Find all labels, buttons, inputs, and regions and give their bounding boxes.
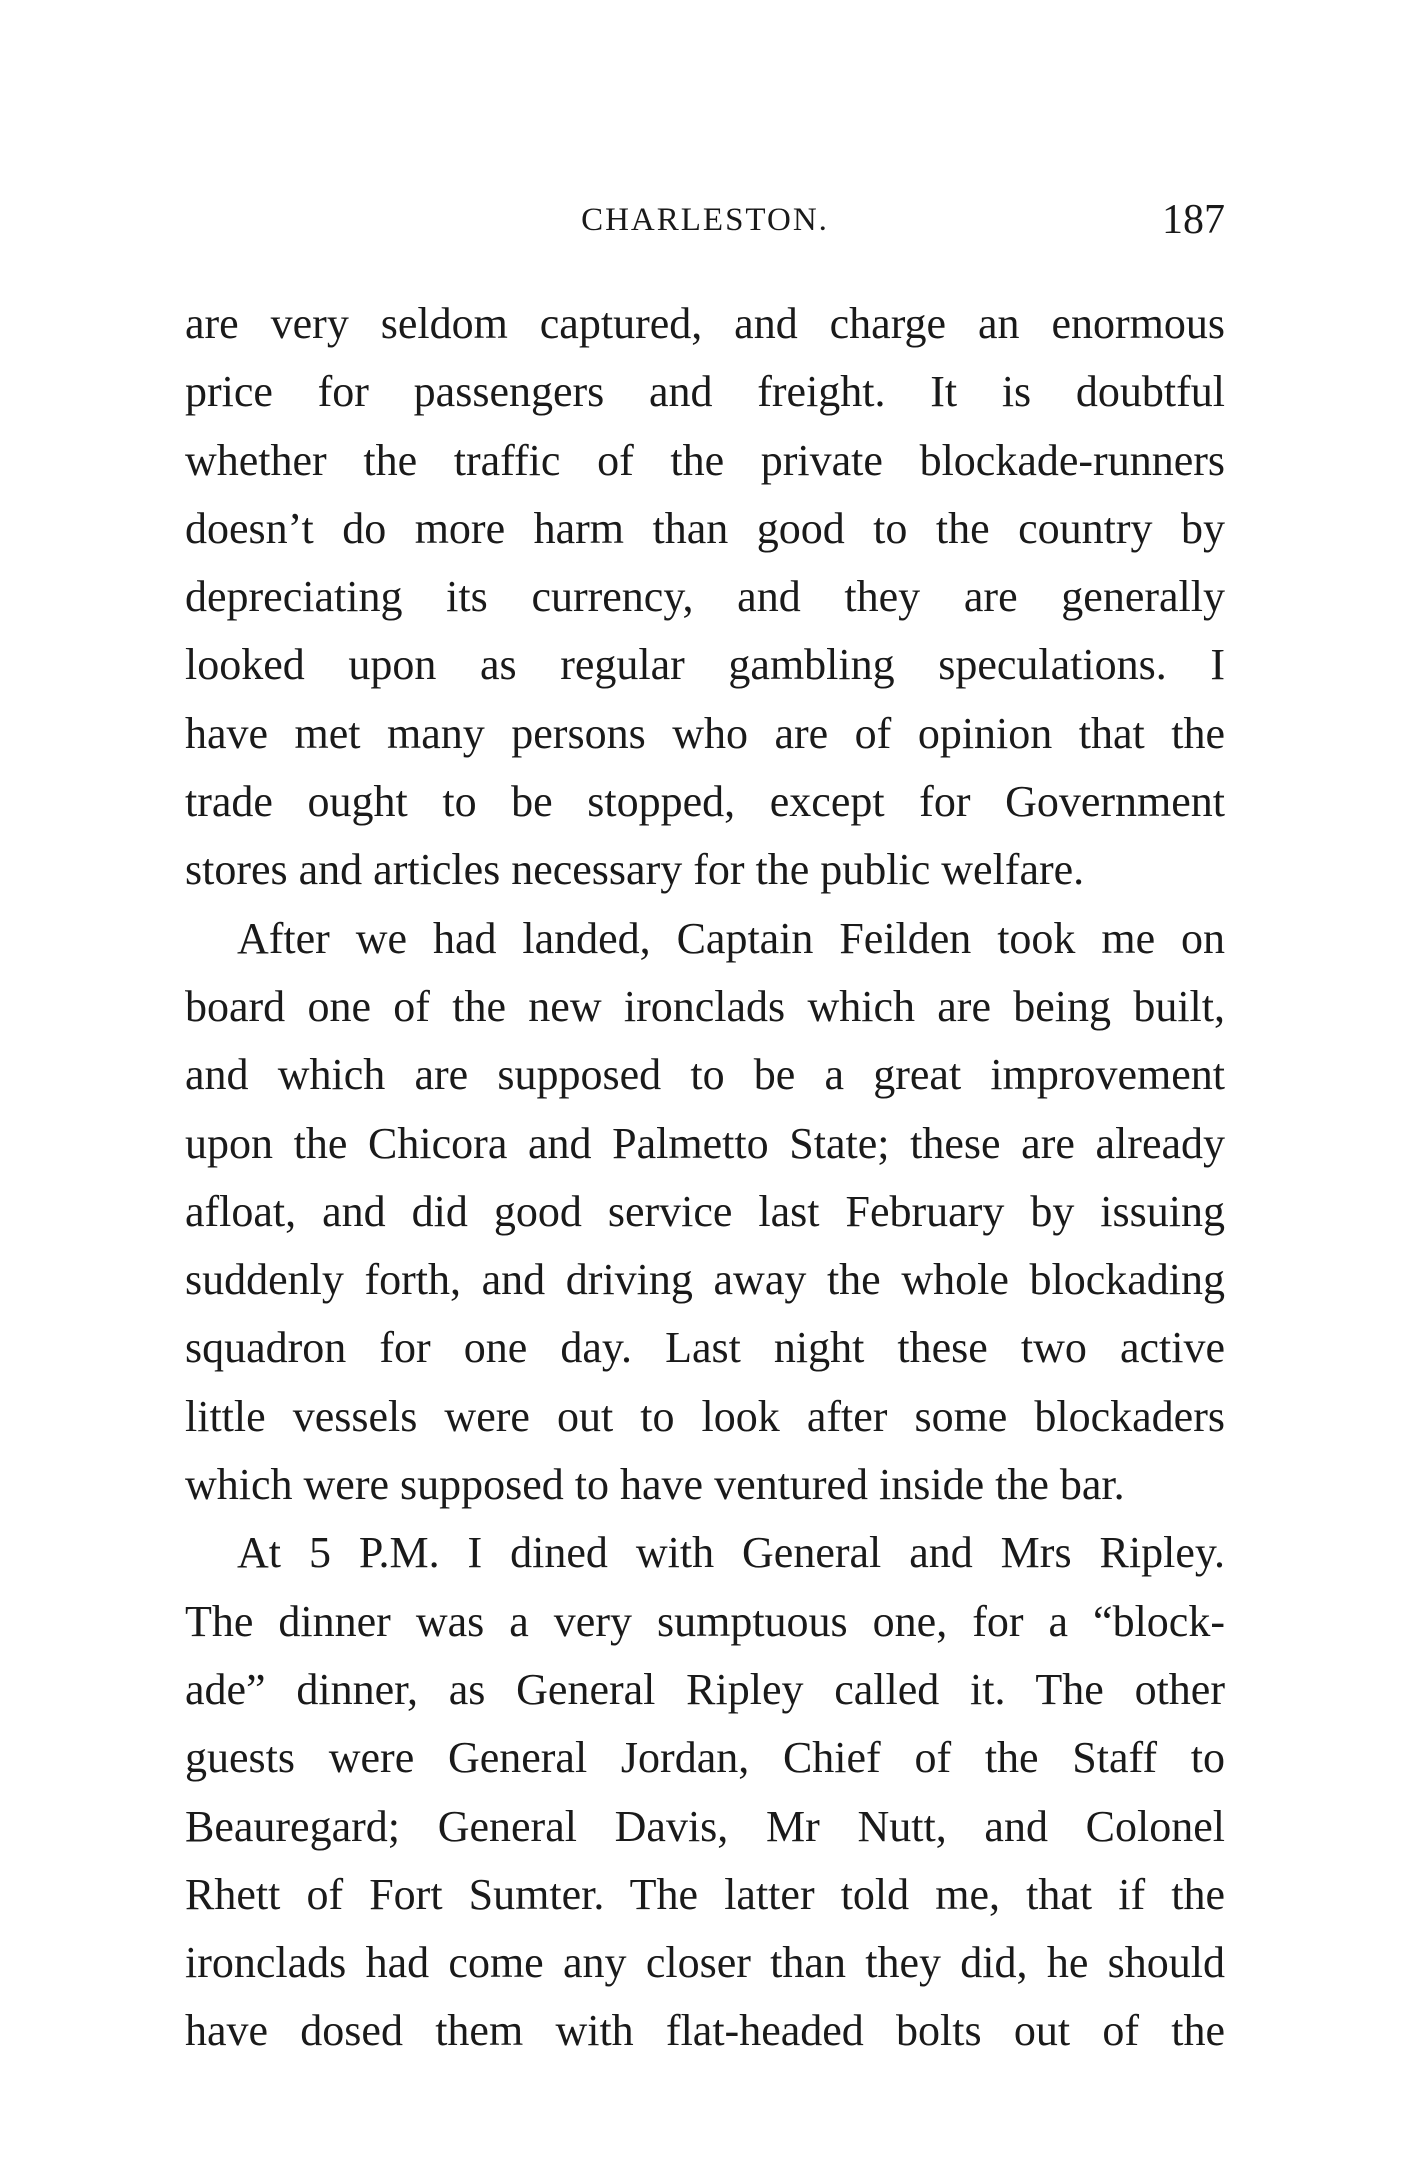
text-line: At 5 P.M. I dined with General and Mrs Ripley.: [237, 1528, 1225, 1578]
text-line: The dinner was a very sumptuous one, for a “block-: [185, 1596, 1225, 1646]
text-line: price for passengers and freight. It is doubtful: [185, 367, 1225, 417]
running-title: CHARLESTON.: [581, 202, 829, 238]
text-line: Beauregard; General Davis, Mr Nutt, and Colonel: [185, 1801, 1225, 1851]
text-line: depreciating its currency, and they are generally: [185, 572, 1225, 622]
text-line: have dosed them with flat-headed bolts out of the: [185, 2006, 1225, 2056]
text-line: looked upon as regular gambling speculations. I: [185, 640, 1225, 690]
page-number: 187: [1162, 197, 1225, 243]
text-line: After we had landed, Captain Feilden took me on: [237, 913, 1225, 963]
text-line: board one of the new ironclads which are being built,: [185, 981, 1225, 1031]
text-line: guests were General Jordan, Chief of the Staff to: [185, 1733, 1225, 1783]
body-text: [185, 290, 1225, 2066]
text-line: and which are supposed to be a great improvement: [185, 1050, 1225, 1100]
text-line: trade ought to be stopped, except for Government: [185, 777, 1225, 827]
text-line: whether the traffic of the private blockade-runners: [185, 435, 1225, 485]
text-line: Rhett of Fort Sumter. The latter told me, that if the: [185, 1869, 1225, 1919]
text-line: ade” dinner, as General Ripley called it. The other: [185, 1664, 1225, 1714]
text-line: ironclads had come any closer than they did, he should: [185, 1938, 1225, 1988]
running-head: [185, 196, 1225, 256]
text-line: squadron for one day. Last night these two active: [185, 1323, 1225, 1373]
text-line: which were supposed to have ventured inside the bar.: [185, 1460, 1125, 1510]
text-line: stores and articles necessary for the public welfare.: [185, 845, 1085, 895]
text-line: afloat, and did good service last February by issuing: [185, 1186, 1225, 1236]
text-line: have met many persons who are of opinion that the: [185, 708, 1225, 758]
text-line: suddenly forth, and driving away the whole blockading: [185, 1255, 1225, 1305]
text-line: upon the Chicora and Palmetto State; these are already: [185, 1118, 1225, 1168]
text-line: little vessels were out to look after some blockaders: [185, 1391, 1225, 1441]
text-line: are very seldom captured, and charge an enormous: [185, 299, 1225, 348]
text-line: doesn’t do more harm than good to the country by: [185, 503, 1225, 553]
